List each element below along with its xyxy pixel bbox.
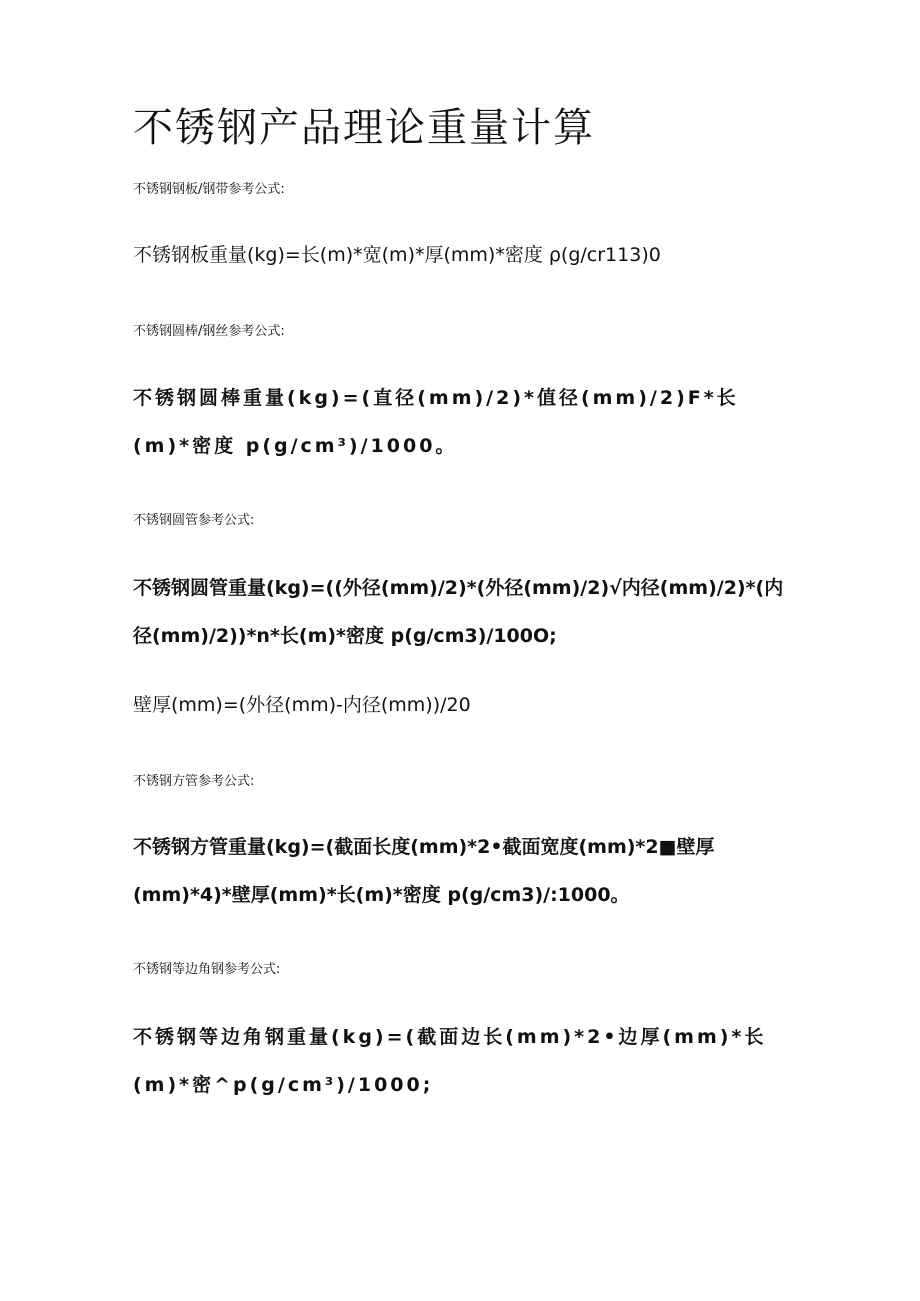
document-title: 不锈钢产品理论重量计算 [133,105,595,151]
square-tube-formula-label: 不锈钢方管参考公式: [133,774,255,789]
plate-weight-formula: 不锈钢板重量(kg)=长(m)*宽(m)*厚(mm)*密度 ρ(g/cr113)0 [133,244,661,266]
round-tube-weight-formula: 不锈钢圆管重量(kg)=((外径(mm)/2)*(外径(mm)/2)√内径(mm)/2)*(内径(mm)/2))*n*长(m)*密度 p(g/cm3)/100O; [133,577,784,647]
equal-angle-formula-label: 不锈钢等边角钢参考公式: [133,962,281,977]
wall-thickness-formula: 壁厚(mm)=(外径(mm)-内径(mm))/20 [133,694,471,716]
round-bar-weight-formula: 不锈钢圆棒重量(kg)=(直径(mm)/2)*值径(mm)/2)F*长(m)*密度 p(g/cm³)/1000。 [133,387,739,457]
equal-angle-weight-formula: 不锈钢等边角钢重量(kg)=(截面边长(mm)*2•边厚(mm)*长(m)*密^p(g/cm³)/1000; [133,1026,767,1096]
round-bar-formula-label: 不锈钢圆棒/钢丝参考公式: [133,324,285,339]
round-tube-formula-label: 不锈钢圆管参考公式: [133,513,255,528]
square-tube-weight-formula: 不锈钢方管重量(kg)=(截面长度(mm)*2•截面宽度(mm)*2■壁厚(mm)*4)*壁厚(mm)*长(m)*密度 p(g/cm3)/:1000。 [133,836,715,906]
plate-formula-label: 不锈钢钢板/钢带参考公式: [133,182,285,197]
